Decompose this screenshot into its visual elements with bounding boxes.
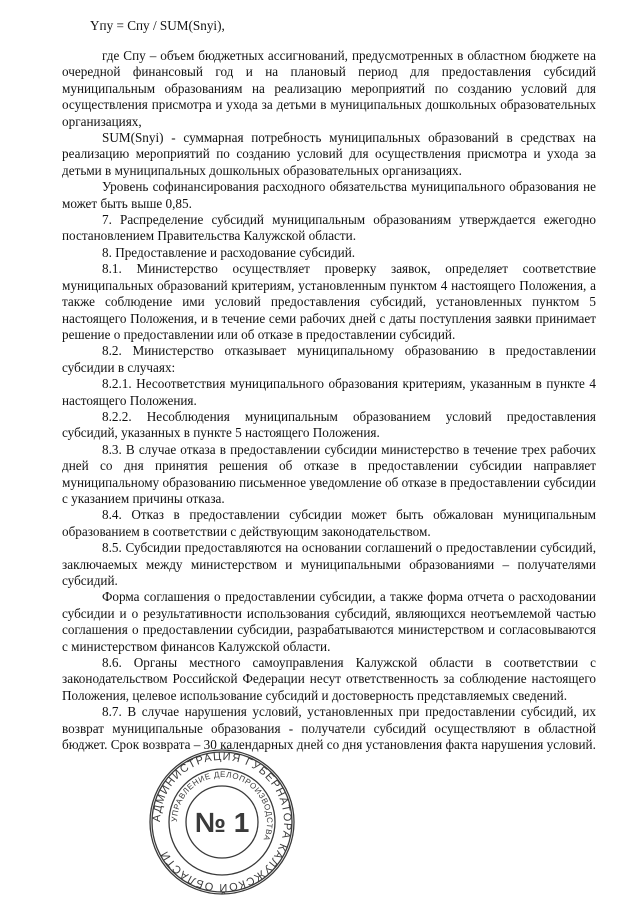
document-body [62, 48, 596, 753]
paragraph: Уровень софинансирования расходного обязательства муниципального образования не может быть выше 0,85. [62, 179, 596, 211]
formula: Yпу = Cпу / SUM(Snyi), [90, 18, 225, 33]
paragraph: SUM(Snyi) - суммарная потребность муниципальных образований в средствах на реализацию мероприятий по созданию условий для осуществления присмотра и ухода за детьми в муниципальных дошкольных образовательных организациях. [62, 130, 596, 178]
paragraph: 7. Распределение субсидий муниципальным образованиям утверждается ежегодно постановлением Правительства Калужской области. [62, 212, 596, 244]
stamp-outer-text: АДМИНИСТРАЦИЯ ГУБЕРНАТОРА КАЛУЖСКОЙ ОБЛАСТИ [150, 750, 294, 894]
paragraph: 8.7. В случае нарушения условий, установленных при предоставлении субсидий, их возврат муниципальные образования - получатели субсидий осуществляют в областной бюджет. Срок возврата – 30 календарных дней со дня установления факта нарушения условий. [62, 704, 596, 753]
paragraph: 8.3. В случае отказа в предоставлении субсидии министерство в течение трех рабочих дней со дня принятия решения об отказе в предоставлении субсидии направляет муниципальному образованию письменное уведомление об отказе в предоставлении субсидии с указанием причины отказа. [62, 441, 596, 506]
stamp-inner-text: УПРАВЛЕНИЕ ДЕЛОПРОИЗВОДСТВА [169, 769, 275, 843]
paragraph: 8.1. Министерство осуществляет проверку заявок, определяет соответствие муниципальных образований критериям, установленным пунктом 4 настоящего Положения, а также соблюдение ими условий предоставления субсидий, установленных пунктом 5 настоящего Положения, и в течение семи рабочих дней с даты поступления заявки принимает решение о предоставлении или об отказе в предоставлении субсидий. [62, 261, 596, 342]
paragraph: 8.5. Субсидии предоставляются на основании соглашений о предоставлении субсидий, заключаемых между министерством и муниципальными образованиями – получателями субсидий. [62, 540, 596, 588]
official-stamp [148, 748, 296, 896]
paragraph: 8.6. Органы местного самоуправления Калужской области в соответствии с законодательством Российской Федерации несут ответственность за соблюдение настоящего Положения, целевое использование субсидий и достоверность представляемых сведений. [62, 655, 596, 703]
paragraph: 8.4. Отказ в предоставлении субсидии может быть обжалован муниципальным образованием в соответствии с действующим законодательством. [62, 507, 596, 539]
paragraph: 8.2.2. Несоблюдения муниципальным образованием условий предоставления субсидий, указанных в пункте 5 настоящего Положения. [62, 408, 596, 441]
paragraph: 8.2.1. Несоответствия муниципального образования критериям, указанным в пункте 4 настоящего Положения. [62, 376, 596, 408]
stamp-number: № 1 [194, 807, 250, 838]
paragraph: Форма соглашения о предоставлении субсидии, а также форма отчета о расходовании субсидии и о результативности использования субсидий, являющихся неотъемлемой частью соглашения о предоставлении субсидии, разрабатываются министерством и согласовываются с министерством финансов Калужской области. [62, 589, 596, 654]
paragraph: где Спу – объем бюджетных ассигнований, предусмотренных в областном бюджете на очередной финансовый год и на плановый период для предоставления субсидий муниципальным образованиям на реализацию мероприятий по созданию условий для осуществления присмотра и ухода за детьми в муниципальных дошкольных образовательных организациях, [62, 48, 596, 129]
paragraph: 8. Предоставление и расходование субсидий. [102, 244, 356, 260]
stamp-seal-icon [148, 748, 296, 896]
paragraph: 8.2. Министерство отказывает муниципальному образованию в предоставлении субсидии в случаях: [62, 343, 596, 375]
